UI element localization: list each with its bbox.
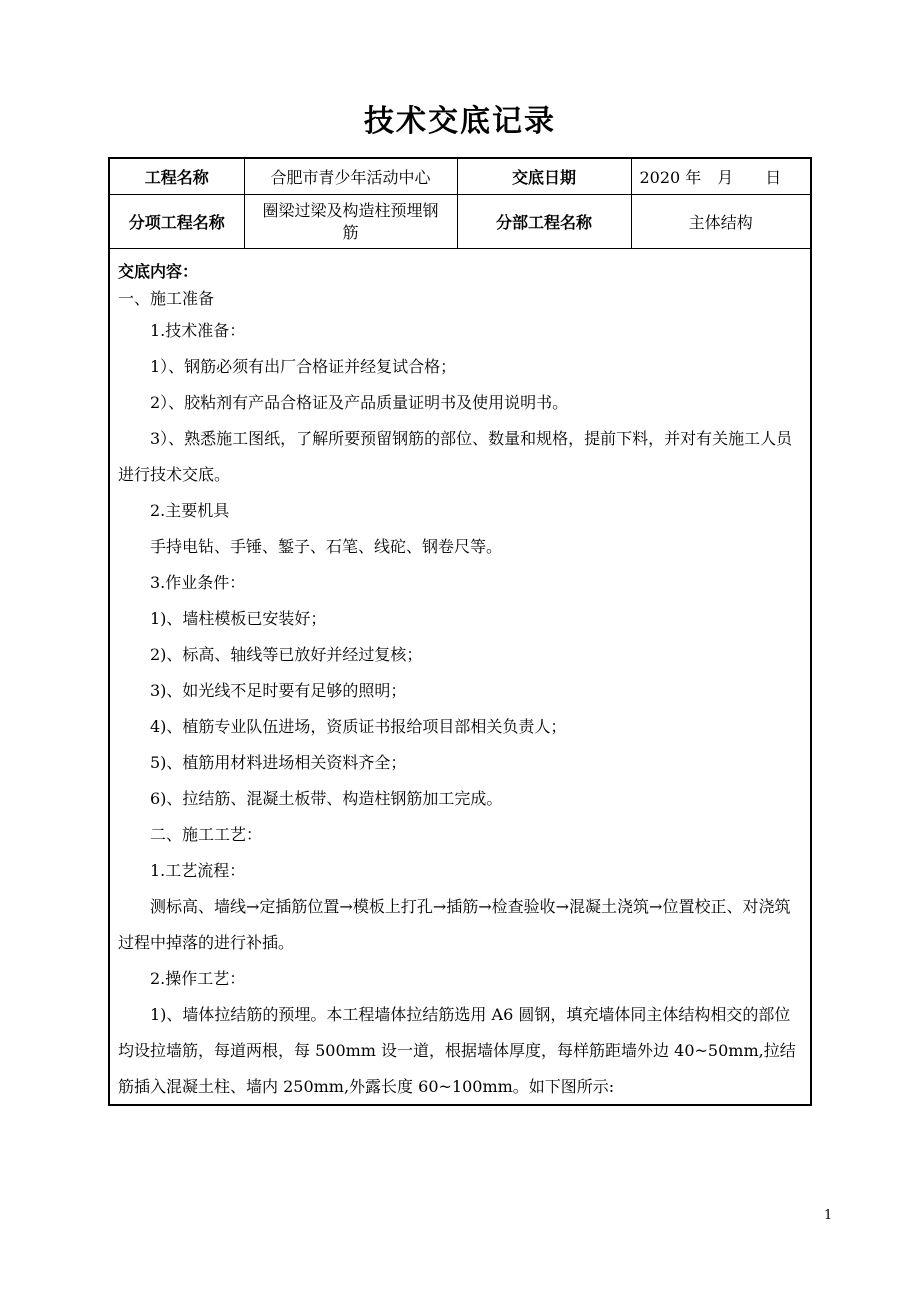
content-body xyxy=(110,251,810,1105)
paragraph: 测标高、墙线→定插筋位置→模板上打孔→插筋→检查验收→混凝土浇筑→位置校正、对浇筑过程中掉落的进行补插。 xyxy=(118,897,791,952)
subsection-heading: 2.主要机具 xyxy=(150,501,230,520)
paragraph: 2）、胶粘剂有产品合格证及产品质量证明书及使用说明书。 xyxy=(150,393,569,412)
header-row-1 xyxy=(110,159,810,195)
division-label: 分部工程名称 xyxy=(457,195,631,249)
paragraph: 1）、钢筋必须有出厂合格证并经复试合格； xyxy=(150,357,457,376)
paragraph: 1)、墙柱模板已安装好； xyxy=(150,609,327,628)
paragraph: 2)、标高、轴线等已放好并经过复核； xyxy=(150,645,423,664)
page-number: 1 xyxy=(824,1208,833,1223)
document-title: 技术交底记录 xyxy=(364,104,556,139)
subsection-heading: 1.技术准备： xyxy=(150,321,246,340)
division-value: 主体结构 xyxy=(631,195,810,249)
project-name-label: 工程名称 xyxy=(110,159,244,195)
paragraph: 3)、如光线不足时要有足够的照明； xyxy=(150,681,407,700)
paragraph: 1)、墙体拉结筋的预埋。本工程墙体拉结筋选用 A6 圆钢，填充墙体同主体结构相交的部位均设拉墙筋，每道两根，每 500mm 设一道，根据墙体厚度，每样筋距墙外边 40~50mm,拉结筋插入混凝土柱、墙内 250mm,外露长度 60~100mm。如下图所示: xyxy=(118,1005,796,1096)
paragraph: 手持电钻、手锤、錾子、石笔、线砣、钢卷尺等。 xyxy=(150,537,503,556)
date-value: 2020 年 月 日 xyxy=(631,159,810,195)
date-label: 交底日期 xyxy=(457,159,631,195)
section-heading: 二、施工工艺： xyxy=(150,825,263,844)
project-name-value: 合肥市青少年活动中心 xyxy=(244,159,457,195)
subsection-heading: 3.作业条件： xyxy=(150,573,246,592)
sub-item-label: 分项工程名称 xyxy=(110,195,244,249)
paragraph: 3）、熟悉施工图纸，了解所要预留钢筋的部位、数量和规格，提前下料，并对有关施工人员进行技术交底。 xyxy=(118,429,793,484)
paragraph: 6)、拉结筋、混凝土板带、构造柱钢筋加工完成。 xyxy=(150,789,503,808)
subsection-heading: 2.操作工艺： xyxy=(150,969,246,988)
paragraph: 5)、植筋用材料进场相关资料齐全； xyxy=(150,753,407,772)
subsection-heading: 1.工艺流程： xyxy=(150,861,246,880)
header-row-2 xyxy=(110,195,810,249)
header-table xyxy=(110,159,810,249)
paragraph: 4)、植筋专业队伍进场，资质证书报给项目部相关负责人； xyxy=(150,717,567,736)
content-label: 交底内容： xyxy=(118,262,199,281)
section-heading: 一、施工准备 xyxy=(118,289,215,308)
sub-item-value: 圈梁过梁及构造柱预埋钢筋 xyxy=(244,195,457,249)
record-form xyxy=(108,157,812,1106)
